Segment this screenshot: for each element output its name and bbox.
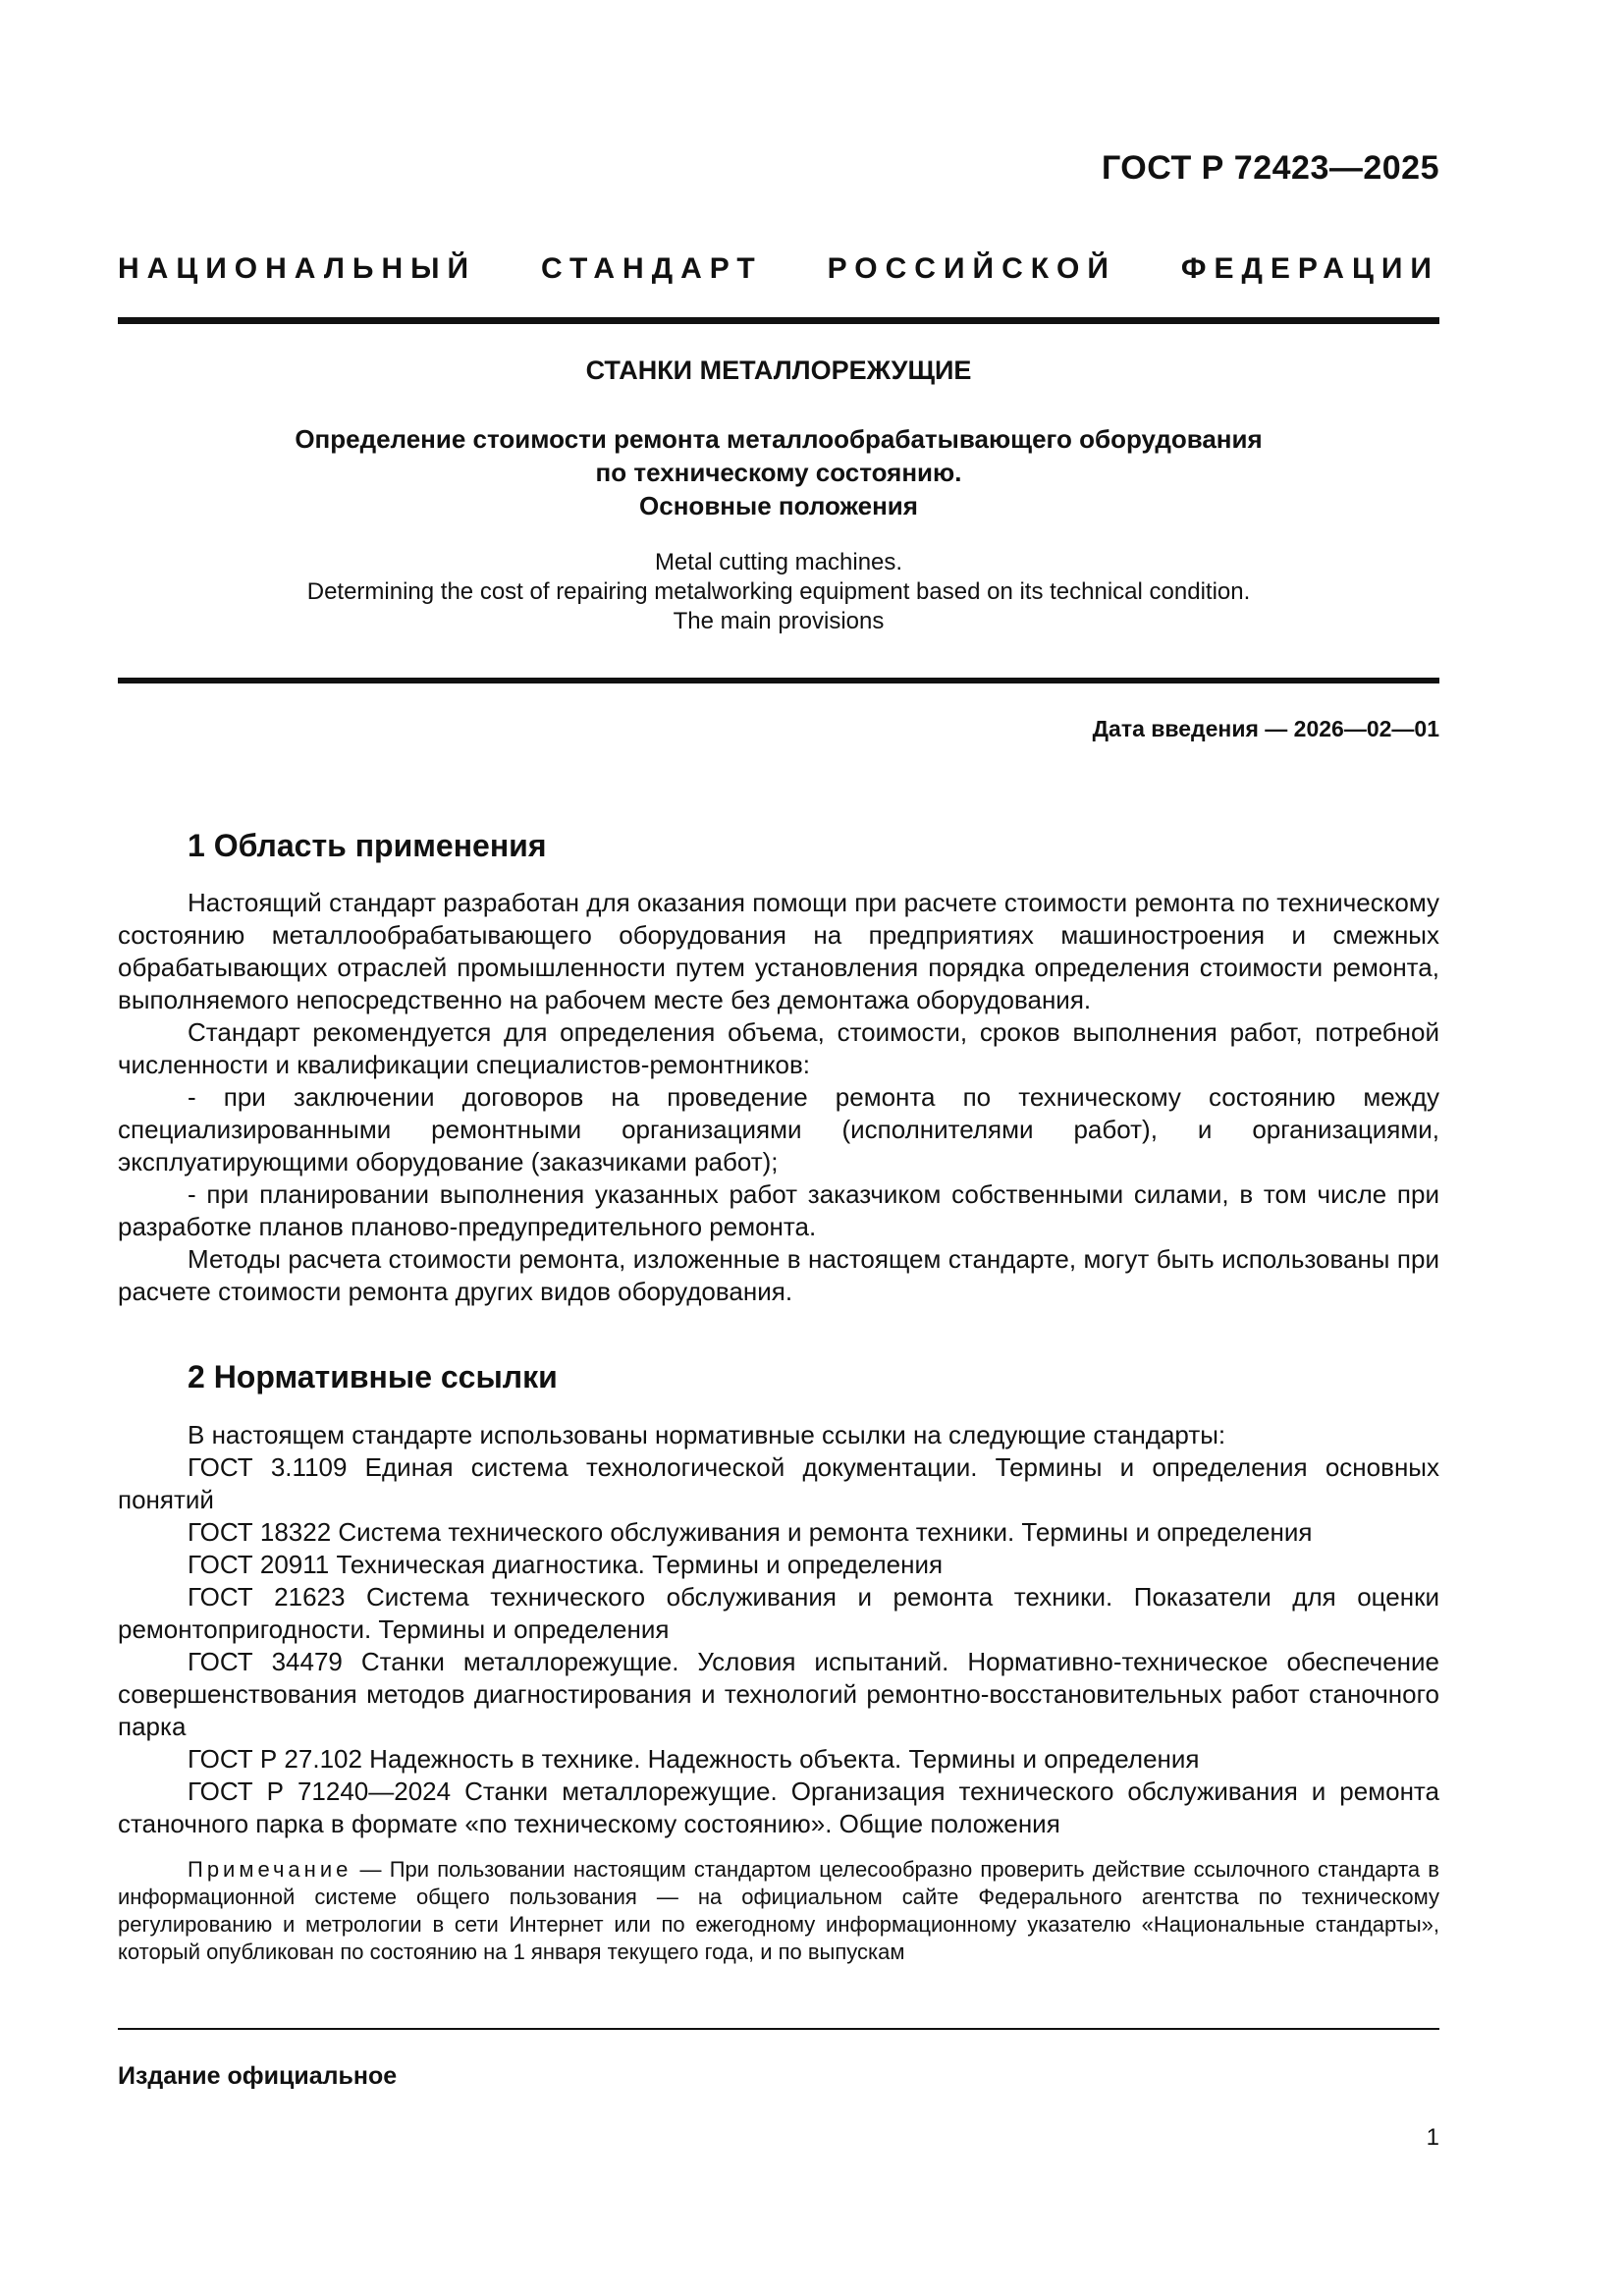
introduction-date: Дата введения — 2026—02—01: [1092, 716, 1439, 741]
reference-item: ГОСТ 20911 Техническая диагностика. Термины и определения: [188, 1550, 944, 1579]
note-label: Примечание: [188, 1857, 352, 1882]
list-item: - при заключении договоров на проведение ремонта по техническому состоянию между специализированными ремонтными организациями (исполнителями работ), и организациями, эксплуатирующими оборудование (заказчиками работ);: [118, 1082, 1439, 1176]
page-number: 1: [1426, 2124, 1439, 2151]
section-body: [118, 887, 1439, 1308]
note-text: — При пользовании настоящим стандартом целесообразно проверить действие ссылочного стандарта в информационной системе общего пользования — на официальном сайте Федерального агентства по техническому регулированию и метрологии в сети Интернет или по ежегодному информационному указателю «Национальные стандарты», который опубликован по состоянию на 1 января текущего года, и по выпускам: [118, 1857, 1439, 1964]
reference-item: ГОСТ 3.1109 Единая система технологической документации. Термины и определения основных понятий: [118, 1452, 1439, 1514]
document-title: СТАНКИ МЕТАЛЛОРЕЖУЩИЕ: [585, 355, 972, 385]
english-title-line: Metal cutting machines.: [654, 549, 903, 575]
paragraph: Стандарт рекомендуется для определения объема, стоимости, сроков выполнения работ, потребной численности и квалификации специалистов-ремонтников:: [118, 1017, 1439, 1079]
note: [118, 1856, 1439, 1966]
english-title-line: Determining the cost of repairing metalworking equipment based on its technical condition.: [306, 578, 1251, 605]
section-heading: 2 Нормативные ссылки: [188, 1359, 558, 1394]
subtitle-line: Определение стоимости ремонта металлообрабатывающего оборудования: [295, 424, 1263, 454]
english-title: [118, 548, 1439, 636]
title-rule: [118, 678, 1439, 683]
document-subtitle: [118, 422, 1439, 522]
list-item: - при планировании выполнения указанных работ заказчиком собственными силами, в том числе при разработке планов планово-предупредительного ремонта.: [118, 1179, 1439, 1241]
subtitle-line: по техническому состоянию.: [595, 458, 962, 487]
footer-rule: [118, 2028, 1439, 2030]
paragraph: Методы расчета стоимости ремонта, изложенные в настоящем стандарте, могут быть использованы при расчете стоимости ремонта других видов оборудования.: [118, 1244, 1439, 1306]
section-body: [118, 1419, 1439, 1840]
official-edition-label: Издание официальное: [118, 2062, 398, 2090]
subtitle-line: Основные положения: [639, 491, 918, 520]
national-standard-banner: НАЦИОНАЛЬНЫЙ СТАНДАРТ РОССИЙСКОЙ ФЕДЕРАЦИИ: [118, 252, 1439, 285]
document-number: ГОСТ Р 72423—2025: [1101, 149, 1439, 187]
reference-item: ГОСТ 18322 Система технического обслуживания и ремонта техники. Термины и определения: [188, 1517, 1313, 1547]
section-heading: 1 Область применения: [188, 828, 547, 863]
header-rule: [118, 317, 1439, 324]
reference-item: ГОСТ Р 27.102 Надежность в технике. Надежность объекта. Термины и определения: [188, 1744, 1200, 1774]
english-title-line: The main provisions: [673, 608, 885, 634]
note-paragraph: [118, 1856, 1439, 1966]
paragraph: В настоящем стандарте использованы нормативные ссылки на следующие стандарты:: [188, 1420, 1226, 1449]
reference-item: ГОСТ 21623 Система технического обслуживания и ремонта техники. Показатели для оценки ремонтопригодности. Термины и определения: [118, 1582, 1439, 1644]
reference-item: ГОСТ Р 71240—2024 Станки металлорежущие. Организация технического обслуживания и ремонта станочного парка в формате «по техническому состоянию». Общие положения: [118, 1777, 1439, 1838]
reference-item: ГОСТ 34479 Станки металлорежущие. Условия испытаний. Нормативно-техническое обеспечение совершенствования методов диагностирования и технологий ремонтно-восстановительных работ станочного парка: [118, 1647, 1439, 1741]
paragraph: Настоящий стандарт разработан для оказания помощи при расчете стоимости ремонта по техническому состоянию металлообрабатывающего оборудования на предприятиях машиностроения и смежных обрабатывающих отраслей промышленности путем установления порядка определения стоимости ремонта, выполняемого непосредственно на рабочем месте без демонтажа оборудования.: [118, 888, 1439, 1014]
